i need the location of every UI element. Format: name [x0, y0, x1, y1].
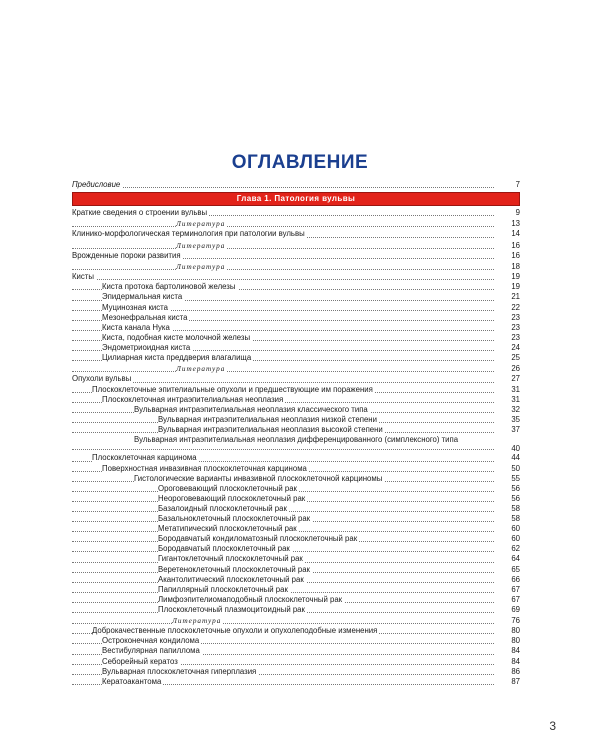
toc-entry-page: 23 [496, 323, 520, 333]
toc-entry-page: 7 [496, 180, 520, 190]
toc-entry-page: 58 [496, 504, 520, 514]
toc-entry-row[interactable] [72, 565, 520, 575]
toc-entry-title: Плоскоклеточные эпителиальные опухоли и предшествующие им поражения [92, 384, 373, 394]
toc-entry-title: Гистологические варианты инвазивной плоскоклеточной карциномы [134, 473, 383, 483]
toc-entry-title: Плоскоклеточная интраэпителиальная неоплазия [102, 394, 284, 404]
toc-entry-title: Клинико-морфологическая терминология при патологии вульвы [72, 229, 305, 239]
toc-entry-page: 23 [496, 313, 520, 323]
toc-entry-row[interactable] [72, 636, 520, 646]
toc-entry-row[interactable] [72, 464, 520, 474]
toc-entry-row[interactable] [72, 514, 520, 524]
toc-entry-page: 24 [496, 343, 520, 353]
toc-entry-title: Литература [176, 220, 226, 229]
dot-leader [72, 279, 494, 280]
toc-entry-page: 18 [496, 261, 520, 272]
dot-leader [72, 623, 494, 624]
toc-entry-page: 35 [496, 415, 520, 425]
toc-entry-page: 14 [496, 229, 520, 239]
toc-entry-title: Плоскоклеточный плазмоцитоидный рак [158, 604, 305, 614]
dot-leader [72, 371, 494, 372]
toc-entry-title: Вестибулярная папиллома [102, 646, 200, 656]
toc-entry-title: Бородавчатый кондиломатозный плоскоклеточный рак [158, 534, 358, 544]
toc-entry-page: 84 [496, 646, 520, 656]
toc-entry-page: 19 [496, 282, 520, 292]
toc-entry-page: 62 [496, 544, 520, 554]
toc-entry-title: Муцинозная киста [102, 302, 168, 312]
toc-entries [72, 208, 520, 687]
toc-entry-page: 87 [496, 677, 520, 687]
dot-leader [72, 226, 494, 227]
dot-leader [72, 248, 494, 249]
page-title: ОГЛАВЛЕНИЕ [231, 152, 369, 173]
toc-entry-row[interactable] [72, 544, 520, 554]
dot-leader [72, 269, 494, 270]
toc-entry-page: 44 [496, 453, 520, 463]
toc-entry-title: Вульварная плоскоклеточная гиперплазия [102, 666, 257, 676]
toc-entry-page: 76 [496, 615, 520, 626]
toc-entry-page: 22 [496, 303, 520, 313]
toc-entry-row[interactable] [72, 504, 520, 514]
toc-entry-row[interactable] [72, 395, 520, 405]
toc-entry-title: Врожденные пороки развития [72, 250, 181, 260]
toc-entry-title: Литература [176, 241, 226, 250]
toc-entry-page: 25 [496, 353, 520, 363]
toc-entry-title: Предисловие [72, 180, 121, 189]
toc-entry-page: 23 [496, 333, 520, 343]
toc-entry-row[interactable] [72, 374, 520, 384]
toc-entry-page: 16 [496, 240, 520, 251]
toc-entry-row[interactable] [72, 333, 520, 343]
toc-entry-row[interactable] [72, 595, 520, 605]
toc-entry-title: Киста канала Нука [102, 322, 170, 332]
toc-entry-row[interactable] [72, 677, 520, 687]
toc-entry-title: Плоскоклеточная карцинома [92, 453, 197, 463]
toc-entry-title: Бородавчатый плоскоклеточный рак [158, 544, 290, 554]
toc-entry-page: 32 [496, 405, 520, 415]
toc-entry-title: Киста протока бартолиновой железы [102, 282, 236, 292]
toc-entry-row[interactable] [72, 282, 520, 292]
toc-entry-row[interactable] [72, 385, 520, 395]
toc-entry-page: 66 [496, 575, 520, 585]
toc-entry-page: 60 [496, 524, 520, 534]
toc-entry-page: 84 [496, 657, 520, 667]
toc-entry-page: 58 [496, 514, 520, 524]
toc-entry-page: 21 [496, 292, 520, 302]
toc-entry-row[interactable] [72, 435, 520, 454]
toc-entry-page: 64 [496, 554, 520, 564]
toc-entry-title: Доброкачественные плоскоклеточные опухоли и опухолеподобные изменения [92, 626, 378, 636]
toc-entry-page: 56 [496, 484, 520, 494]
toc-entry-title: Литература [172, 616, 222, 625]
toc-entry-title: Вульварная интраэпителиальная неоплазия высокой степени [158, 424, 383, 434]
toc-entry-page: 13 [496, 218, 520, 229]
toc-entry-page: 67 [496, 595, 520, 605]
toc-entry-title: Веретеноклеточный плоскоклеточный рак [158, 564, 310, 574]
toc-literature-row[interactable] [72, 363, 520, 374]
toc-entry-row[interactable] [72, 575, 520, 585]
toc-entry-row[interactable] [72, 626, 520, 636]
toc-entry-page: 69 [496, 605, 520, 615]
toc-entry-title: Цилиарная киста преддверия влагалища [102, 353, 252, 363]
toc-entry-row[interactable] [72, 554, 520, 564]
toc-entry-page: 26 [496, 363, 520, 374]
toc-entry-page: 16 [496, 251, 520, 261]
toc-entry-title: Себорейный кератоз [102, 656, 178, 666]
chapter-heading[interactable]: Глава 1. Патология вульвы [72, 192, 520, 206]
toc-entry-page: 55 [496, 474, 520, 484]
toc-literature-row[interactable] [72, 615, 520, 626]
toc-entry-page: 50 [496, 464, 520, 474]
toc-entry-title: Киста, подобная кисте молочной железы [102, 332, 251, 342]
toc-entry-row[interactable] [72, 353, 520, 363]
toc-literature-row[interactable] [72, 261, 520, 272]
toc-entry-row[interactable] [72, 667, 520, 677]
toc-entry-page: 67 [496, 585, 520, 595]
toc-entry-title: Остроконечная кондилома [102, 636, 200, 646]
toc-entry-row[interactable] [72, 534, 520, 544]
toc-entry-row[interactable] [72, 405, 520, 415]
toc-entry-row[interactable] [72, 484, 520, 494]
toc-entry-row[interactable] [72, 474, 520, 484]
toc-entry-row[interactable] [72, 453, 520, 463]
toc-entry-page: 31 [496, 395, 520, 405]
toc-entry-title: Ороговевающий плоскоклеточный рак [158, 483, 297, 493]
toc-entry-row[interactable] [72, 524, 520, 534]
toc-entry-row[interactable] [72, 313, 520, 323]
toc-entry-page: 56 [496, 494, 520, 504]
toc-entry-row[interactable] [72, 415, 520, 425]
toc-entry-title: Гигантоклеточный плоскоклеточный рак [158, 554, 303, 564]
toc-entry-row[interactable] [72, 494, 520, 504]
toc-entry-row[interactable] [72, 251, 520, 261]
dot-leader [72, 187, 494, 188]
toc-entry-page: 9 [496, 208, 520, 218]
toc-entry-page: 31 [496, 385, 520, 395]
toc-entry-title: Кисты [72, 272, 94, 282]
toc-entry-title: Базальноклеточный плоскоклеточный рак [158, 514, 311, 524]
toc-entry-title: Папиллярный плоскоклеточный рак [158, 584, 288, 594]
toc-entry-title: Кератоакантома [102, 676, 162, 686]
toc-entry-row[interactable] [72, 585, 520, 595]
toc-entry-title: Эпидермальная киста [102, 292, 183, 302]
toc-entry-title: Неороговевающий плоскоклеточный рак [158, 493, 306, 503]
toc-entry-title: Базалоидный плоскоклеточный рак [158, 503, 287, 513]
toc-entry-title: Метатипический плоскоклеточный рак [158, 524, 297, 534]
toc-entry-row[interactable] [72, 323, 520, 333]
toc-entry-page: 80 [496, 636, 520, 646]
toc-entry-title: Краткие сведения о строении вульвы [72, 208, 208, 218]
page-number: 3 [549, 719, 556, 733]
toc-entry-row[interactable] [72, 272, 520, 282]
toc-entry-page: 60 [496, 534, 520, 544]
toc-entry-row[interactable] [72, 657, 520, 667]
toc-literature-row[interactable] [72, 240, 520, 251]
toc-entry-row[interactable] [72, 646, 520, 656]
toc-entry-row[interactable] [72, 303, 520, 313]
toc-entry-page: 40 [496, 444, 520, 454]
toc-entry-page: 65 [496, 565, 520, 575]
toc-entry-page: 27 [496, 374, 520, 384]
toc-entry-title: Вульварная интраэпителиальная неоплазия классического типа [134, 404, 368, 414]
toc-entry-row[interactable] [72, 208, 520, 218]
page-header-band [0, 0, 600, 38]
toc-entry-page: 86 [496, 667, 520, 677]
toc-entry-title: Литература [176, 365, 226, 374]
toc-entry-page: 37 [496, 425, 520, 435]
toc-literature-row[interactable] [72, 218, 520, 229]
toc-entry-row[interactable] [72, 425, 520, 435]
toc-entry-title: Опухоли вульвы [72, 374, 132, 384]
toc-entry-title: Эндометриоидная киста [102, 342, 191, 352]
toc-entry-title: Вульварная интраэпителиальная неоплазия низкой степени [158, 414, 377, 424]
toc-entry-title: Вульварная интраэпителиальная неоплазия дифференцированного (симплексного) типа [134, 435, 506, 444]
toc-entry-row[interactable] [72, 229, 520, 239]
toc-entry-title: Поверхностная инвазивная плоскоклеточная карцинома [102, 463, 307, 473]
toc-entry-page: 80 [496, 626, 520, 636]
toc-entry-title: Акантолитический плоскоклеточный рак [158, 574, 304, 584]
toc-entry-page: 19 [496, 272, 520, 282]
table-of-contents [72, 180, 520, 687]
toc-entry-row[interactable] [72, 292, 520, 302]
toc-entry-title: Литература [176, 262, 226, 271]
toc-entry-title: Мезонефральная киста [102, 312, 188, 322]
toc-entry-row[interactable] [72, 343, 520, 353]
dot-leader [72, 382, 494, 383]
toc-preface-row[interactable] [72, 180, 520, 190]
toc-entry-title: Лимфоэпителиомаподобный плоскоклеточный рак [158, 594, 343, 604]
toc-entry-row[interactable] [72, 605, 520, 615]
dot-leader [72, 449, 494, 450]
